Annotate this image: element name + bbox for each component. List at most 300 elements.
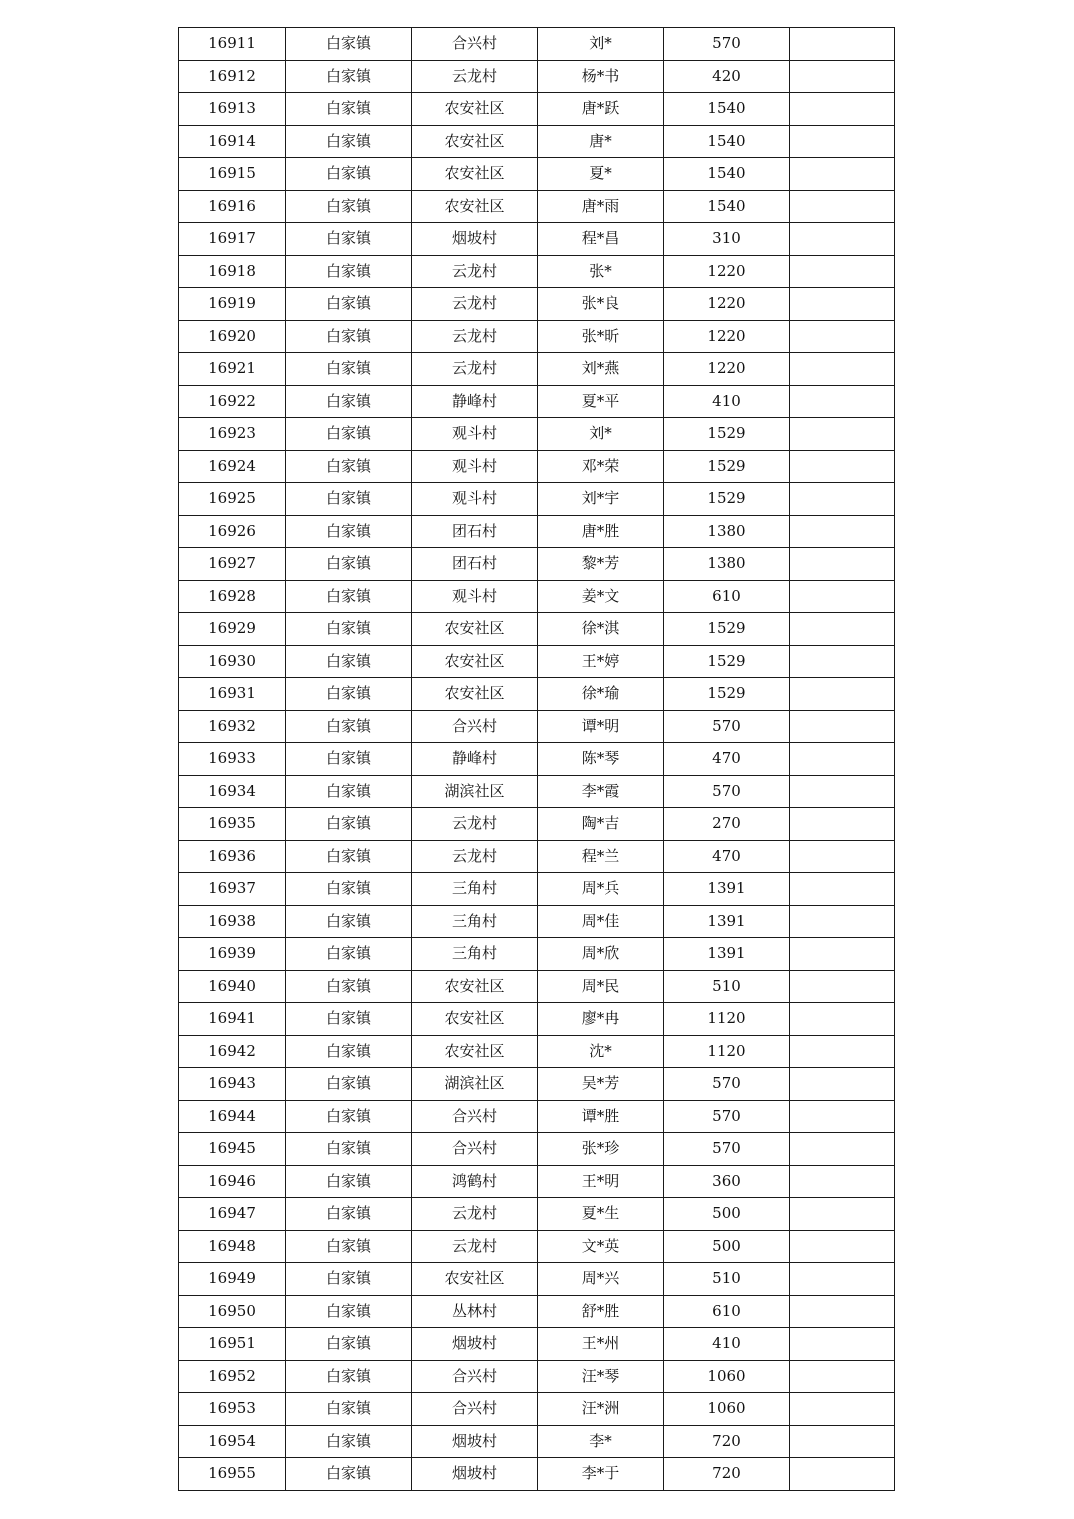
village-cell: 三角村 — [412, 938, 538, 971]
town-cell: 白家镇 — [286, 840, 412, 873]
row-id-cell: 16926 — [179, 515, 286, 548]
amount-cell: 1391 — [664, 905, 790, 938]
name-cell: 张*良 — [538, 288, 664, 321]
row-id-cell: 16947 — [179, 1198, 286, 1231]
note-cell — [790, 1263, 895, 1296]
town-cell: 白家镇 — [286, 873, 412, 906]
note-cell — [790, 905, 895, 938]
village-cell: 烟坡村 — [412, 223, 538, 256]
name-cell: 王*婷 — [538, 645, 664, 678]
row-id-cell: 16950 — [179, 1295, 286, 1328]
town-cell: 白家镇 — [286, 418, 412, 451]
row-id-cell: 16951 — [179, 1328, 286, 1361]
village-cell: 农安社区 — [412, 190, 538, 223]
name-cell: 李* — [538, 1425, 664, 1458]
village-cell: 农安社区 — [412, 125, 538, 158]
town-cell: 白家镇 — [286, 320, 412, 353]
row-id-cell: 16928 — [179, 580, 286, 613]
note-cell — [790, 255, 895, 288]
name-cell: 王*州 — [538, 1328, 664, 1361]
name-cell: 唐*跃 — [538, 93, 664, 126]
town-cell: 白家镇 — [286, 710, 412, 743]
village-cell: 静峰村 — [412, 385, 538, 418]
amount-cell: 610 — [664, 580, 790, 613]
row-id-cell: 16944 — [179, 1100, 286, 1133]
town-cell: 白家镇 — [286, 1393, 412, 1426]
town-cell: 白家镇 — [286, 548, 412, 581]
name-cell: 谭*胜 — [538, 1100, 664, 1133]
town-cell: 白家镇 — [286, 1035, 412, 1068]
town-cell: 白家镇 — [286, 385, 412, 418]
table-row — [179, 223, 895, 256]
row-id-cell: 16937 — [179, 873, 286, 906]
row-id-cell: 16911 — [179, 28, 286, 61]
table-row — [179, 1328, 895, 1361]
name-cell: 汪*琴 — [538, 1360, 664, 1393]
town-cell: 白家镇 — [286, 905, 412, 938]
town-cell: 白家镇 — [286, 1458, 412, 1491]
town-cell: 白家镇 — [286, 288, 412, 321]
table-row — [179, 418, 895, 451]
note-cell — [790, 288, 895, 321]
village-cell: 烟坡村 — [412, 1328, 538, 1361]
table-row — [179, 288, 895, 321]
town-cell: 白家镇 — [286, 1133, 412, 1166]
amount-cell: 500 — [664, 1198, 790, 1231]
name-cell: 张*珍 — [538, 1133, 664, 1166]
town-cell: 白家镇 — [286, 353, 412, 386]
amount-cell: 1220 — [664, 353, 790, 386]
row-id-cell: 16939 — [179, 938, 286, 971]
note-cell — [790, 450, 895, 483]
table-row — [179, 710, 895, 743]
amount-cell: 420 — [664, 60, 790, 93]
name-cell: 陶*吉 — [538, 808, 664, 841]
amount-cell: 310 — [664, 223, 790, 256]
note-cell — [790, 678, 895, 711]
note-cell — [790, 1165, 895, 1198]
name-cell: 刘*燕 — [538, 353, 664, 386]
row-id-cell: 16954 — [179, 1425, 286, 1458]
town-cell: 白家镇 — [286, 808, 412, 841]
amount-cell: 1060 — [664, 1393, 790, 1426]
name-cell: 谭*明 — [538, 710, 664, 743]
note-cell — [790, 93, 895, 126]
row-id-cell: 16919 — [179, 288, 286, 321]
amount-cell: 1529 — [664, 450, 790, 483]
village-cell: 农安社区 — [412, 613, 538, 646]
table-row — [179, 905, 895, 938]
row-id-cell: 16942 — [179, 1035, 286, 1068]
town-cell: 白家镇 — [286, 1198, 412, 1231]
village-cell: 云龙村 — [412, 1198, 538, 1231]
table-row — [179, 775, 895, 808]
records-table-body — [179, 28, 895, 1491]
amount-cell: 1120 — [664, 1003, 790, 1036]
amount-cell: 410 — [664, 1328, 790, 1361]
table-row — [179, 1003, 895, 1036]
row-id-cell: 16955 — [179, 1458, 286, 1491]
town-cell: 白家镇 — [286, 580, 412, 613]
note-cell — [790, 28, 895, 61]
table-row — [179, 1360, 895, 1393]
village-cell: 云龙村 — [412, 320, 538, 353]
note-cell — [790, 1393, 895, 1426]
row-id-cell: 16914 — [179, 125, 286, 158]
row-id-cell: 16946 — [179, 1165, 286, 1198]
amount-cell: 510 — [664, 970, 790, 1003]
note-cell — [790, 190, 895, 223]
town-cell: 白家镇 — [286, 125, 412, 158]
table-row — [179, 678, 895, 711]
records-table — [178, 27, 895, 1491]
row-id-cell: 16935 — [179, 808, 286, 841]
name-cell: 刘*宇 — [538, 483, 664, 516]
amount-cell: 1060 — [664, 1360, 790, 1393]
village-cell: 农安社区 — [412, 970, 538, 1003]
town-cell: 白家镇 — [286, 190, 412, 223]
row-id-cell: 16948 — [179, 1230, 286, 1263]
table-row — [179, 1035, 895, 1068]
town-cell: 白家镇 — [286, 1328, 412, 1361]
row-id-cell: 16925 — [179, 483, 286, 516]
note-cell — [790, 1133, 895, 1166]
village-cell: 烟坡村 — [412, 1458, 538, 1491]
amount-cell: 1391 — [664, 938, 790, 971]
name-cell: 徐*瑜 — [538, 678, 664, 711]
amount-cell: 1529 — [664, 483, 790, 516]
town-cell: 白家镇 — [286, 613, 412, 646]
village-cell: 团石村 — [412, 515, 538, 548]
note-cell — [790, 158, 895, 191]
village-cell: 合兴村 — [412, 1393, 538, 1426]
name-cell: 姜*文 — [538, 580, 664, 613]
table-row — [179, 613, 895, 646]
village-cell: 三角村 — [412, 905, 538, 938]
note-cell — [790, 1230, 895, 1263]
town-cell: 白家镇 — [286, 678, 412, 711]
amount-cell: 570 — [664, 710, 790, 743]
name-cell: 唐* — [538, 125, 664, 158]
table-row — [179, 353, 895, 386]
name-cell: 李*于 — [538, 1458, 664, 1491]
note-cell — [790, 1198, 895, 1231]
name-cell: 周*民 — [538, 970, 664, 1003]
note-cell — [790, 1425, 895, 1458]
village-cell: 农安社区 — [412, 645, 538, 678]
name-cell: 黎*芳 — [538, 548, 664, 581]
note-cell — [790, 483, 895, 516]
amount-cell: 570 — [664, 28, 790, 61]
note-cell — [790, 580, 895, 613]
row-id-cell: 16953 — [179, 1393, 286, 1426]
name-cell: 夏* — [538, 158, 664, 191]
town-cell: 白家镇 — [286, 1068, 412, 1101]
amount-cell: 570 — [664, 1100, 790, 1133]
row-id-cell: 16927 — [179, 548, 286, 581]
note-cell — [790, 320, 895, 353]
note-cell — [790, 938, 895, 971]
village-cell: 云龙村 — [412, 808, 538, 841]
town-cell: 白家镇 — [286, 938, 412, 971]
row-id-cell: 16932 — [179, 710, 286, 743]
name-cell: 张* — [538, 255, 664, 288]
note-cell — [790, 840, 895, 873]
amount-cell: 1220 — [664, 288, 790, 321]
amount-cell: 1540 — [664, 93, 790, 126]
town-cell: 白家镇 — [286, 970, 412, 1003]
village-cell: 合兴村 — [412, 1133, 538, 1166]
row-id-cell: 16940 — [179, 970, 286, 1003]
village-cell: 云龙村 — [412, 60, 538, 93]
table-row — [179, 93, 895, 126]
note-cell — [790, 970, 895, 1003]
note-cell — [790, 775, 895, 808]
table-row — [179, 60, 895, 93]
note-cell — [790, 515, 895, 548]
name-cell: 李*霞 — [538, 775, 664, 808]
table-row — [179, 1230, 895, 1263]
table-row — [179, 483, 895, 516]
note-cell — [790, 645, 895, 678]
village-cell: 农安社区 — [412, 1035, 538, 1068]
amount-cell: 1529 — [664, 418, 790, 451]
amount-cell: 1529 — [664, 678, 790, 711]
table-row — [179, 873, 895, 906]
name-cell: 唐*雨 — [538, 190, 664, 223]
name-cell: 周*佳 — [538, 905, 664, 938]
village-cell: 观斗村 — [412, 418, 538, 451]
town-cell: 白家镇 — [286, 1230, 412, 1263]
name-cell: 汪*洲 — [538, 1393, 664, 1426]
note-cell — [790, 1100, 895, 1133]
table-row — [179, 1198, 895, 1231]
row-id-cell: 16952 — [179, 1360, 286, 1393]
table-row — [179, 1165, 895, 1198]
town-cell: 白家镇 — [286, 743, 412, 776]
village-cell: 观斗村 — [412, 580, 538, 613]
row-id-cell: 16936 — [179, 840, 286, 873]
village-cell: 云龙村 — [412, 1230, 538, 1263]
note-cell — [790, 1068, 895, 1101]
town-cell: 白家镇 — [286, 1295, 412, 1328]
amount-cell: 470 — [664, 743, 790, 776]
note-cell — [790, 743, 895, 776]
town-cell: 白家镇 — [286, 255, 412, 288]
table-row — [179, 645, 895, 678]
table-row — [179, 450, 895, 483]
town-cell: 白家镇 — [286, 515, 412, 548]
table-row — [179, 320, 895, 353]
note-cell — [790, 548, 895, 581]
table-row — [179, 970, 895, 1003]
town-cell: 白家镇 — [286, 93, 412, 126]
village-cell: 农安社区 — [412, 93, 538, 126]
village-cell: 观斗村 — [412, 450, 538, 483]
table-row — [179, 125, 895, 158]
amount-cell: 720 — [664, 1458, 790, 1491]
note-cell — [790, 1360, 895, 1393]
row-id-cell: 16922 — [179, 385, 286, 418]
note-cell — [790, 1035, 895, 1068]
row-id-cell: 16923 — [179, 418, 286, 451]
row-id-cell: 16933 — [179, 743, 286, 776]
name-cell: 吴*芳 — [538, 1068, 664, 1101]
name-cell: 刘* — [538, 418, 664, 451]
row-id-cell: 16916 — [179, 190, 286, 223]
name-cell: 邓*荣 — [538, 450, 664, 483]
table-row — [179, 1263, 895, 1296]
row-id-cell: 16915 — [179, 158, 286, 191]
amount-cell: 510 — [664, 1263, 790, 1296]
name-cell: 王*明 — [538, 1165, 664, 1198]
amount-cell: 500 — [664, 1230, 790, 1263]
village-cell: 烟坡村 — [412, 1425, 538, 1458]
town-cell: 白家镇 — [286, 28, 412, 61]
table-row — [179, 190, 895, 223]
amount-cell: 610 — [664, 1295, 790, 1328]
town-cell: 白家镇 — [286, 223, 412, 256]
note-cell — [790, 873, 895, 906]
village-cell: 农安社区 — [412, 678, 538, 711]
note-cell — [790, 808, 895, 841]
name-cell: 舒*胜 — [538, 1295, 664, 1328]
name-cell: 廖*冉 — [538, 1003, 664, 1036]
note-cell — [790, 385, 895, 418]
name-cell: 程*兰 — [538, 840, 664, 873]
amount-cell: 1391 — [664, 873, 790, 906]
table-row — [179, 580, 895, 613]
amount-cell: 1540 — [664, 190, 790, 223]
village-cell: 云龙村 — [412, 353, 538, 386]
amount-cell: 1540 — [664, 158, 790, 191]
row-id-cell: 16917 — [179, 223, 286, 256]
village-cell: 丛林村 — [412, 1295, 538, 1328]
table-row — [179, 743, 895, 776]
town-cell: 白家镇 — [286, 1263, 412, 1296]
town-cell: 白家镇 — [286, 60, 412, 93]
village-cell: 团石村 — [412, 548, 538, 581]
row-id-cell: 16934 — [179, 775, 286, 808]
row-id-cell: 16913 — [179, 93, 286, 126]
table-row — [179, 255, 895, 288]
amount-cell: 1220 — [664, 320, 790, 353]
town-cell: 白家镇 — [286, 450, 412, 483]
note-cell — [790, 1295, 895, 1328]
table-row — [179, 938, 895, 971]
row-id-cell: 16930 — [179, 645, 286, 678]
note-cell — [790, 1328, 895, 1361]
name-cell: 周*欣 — [538, 938, 664, 971]
note-cell — [790, 353, 895, 386]
name-cell: 杨*书 — [538, 60, 664, 93]
town-cell: 白家镇 — [286, 483, 412, 516]
name-cell: 张*昕 — [538, 320, 664, 353]
note-cell — [790, 710, 895, 743]
amount-cell: 270 — [664, 808, 790, 841]
row-id-cell: 16949 — [179, 1263, 286, 1296]
amount-cell: 1540 — [664, 125, 790, 158]
row-id-cell: 16920 — [179, 320, 286, 353]
row-id-cell: 16945 — [179, 1133, 286, 1166]
village-cell: 三角村 — [412, 873, 538, 906]
amount-cell: 1120 — [664, 1035, 790, 1068]
village-cell: 农安社区 — [412, 1003, 538, 1036]
village-cell: 云龙村 — [412, 255, 538, 288]
amount-cell: 570 — [664, 775, 790, 808]
name-cell: 夏*生 — [538, 1198, 664, 1231]
village-cell: 合兴村 — [412, 710, 538, 743]
village-cell: 合兴村 — [412, 28, 538, 61]
amount-cell: 470 — [664, 840, 790, 873]
table-row — [179, 385, 895, 418]
village-cell: 云龙村 — [412, 840, 538, 873]
village-cell: 合兴村 — [412, 1100, 538, 1133]
row-id-cell: 16941 — [179, 1003, 286, 1036]
row-id-cell: 16943 — [179, 1068, 286, 1101]
village-cell: 湖滨社区 — [412, 775, 538, 808]
amount-cell: 570 — [664, 1133, 790, 1166]
name-cell: 徐*淇 — [538, 613, 664, 646]
note-cell — [790, 1458, 895, 1491]
note-cell — [790, 125, 895, 158]
amount-cell: 1380 — [664, 515, 790, 548]
table-row — [179, 1295, 895, 1328]
town-cell: 白家镇 — [286, 1003, 412, 1036]
village-cell: 云龙村 — [412, 288, 538, 321]
amount-cell: 1529 — [664, 645, 790, 678]
table-row — [179, 1393, 895, 1426]
note-cell — [790, 418, 895, 451]
row-id-cell: 16918 — [179, 255, 286, 288]
amount-cell: 1529 — [664, 613, 790, 646]
name-cell: 沈* — [538, 1035, 664, 1068]
note-cell — [790, 1003, 895, 1036]
table-row — [179, 808, 895, 841]
table-row — [179, 840, 895, 873]
name-cell: 文*英 — [538, 1230, 664, 1263]
note-cell — [790, 613, 895, 646]
village-cell: 农安社区 — [412, 158, 538, 191]
town-cell: 白家镇 — [286, 1425, 412, 1458]
table-row — [179, 1100, 895, 1133]
village-cell: 农安社区 — [412, 1263, 538, 1296]
village-cell: 合兴村 — [412, 1360, 538, 1393]
row-id-cell: 16929 — [179, 613, 286, 646]
document-page — [178, 27, 894, 1491]
row-id-cell: 16924 — [179, 450, 286, 483]
table-row — [179, 1458, 895, 1491]
note-cell — [790, 223, 895, 256]
table-row — [179, 1133, 895, 1166]
town-cell: 白家镇 — [286, 1360, 412, 1393]
village-cell: 静峰村 — [412, 743, 538, 776]
note-cell — [790, 60, 895, 93]
row-id-cell: 16921 — [179, 353, 286, 386]
amount-cell: 410 — [664, 385, 790, 418]
town-cell: 白家镇 — [286, 775, 412, 808]
row-id-cell: 16938 — [179, 905, 286, 938]
village-cell: 观斗村 — [412, 483, 538, 516]
name-cell: 夏*平 — [538, 385, 664, 418]
table-row — [179, 548, 895, 581]
name-cell: 周*兵 — [538, 873, 664, 906]
table-row — [179, 158, 895, 191]
amount-cell: 1380 — [664, 548, 790, 581]
name-cell: 刘* — [538, 28, 664, 61]
amount-cell: 1220 — [664, 255, 790, 288]
town-cell: 白家镇 — [286, 1100, 412, 1133]
